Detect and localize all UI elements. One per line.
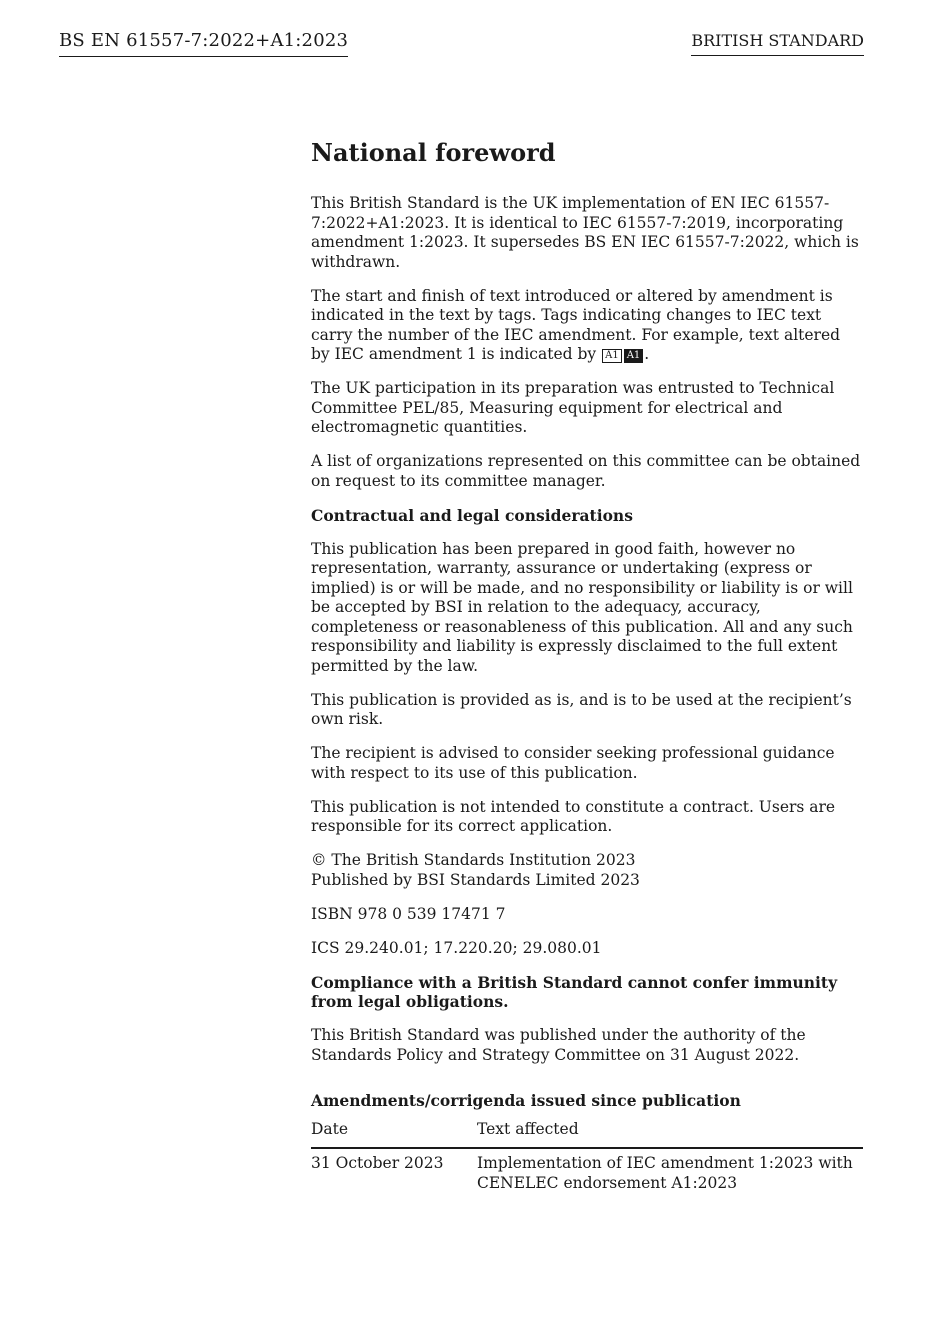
legal-heading: Contractual and legal considerations	[311, 505, 633, 525]
amendment-tags-text: The start and finish of text introduced or altered by amendment is indicated in the text by tags. Tags indicating changes to IEC text carry the number of the IEC amendment. For example, text altered by IEC amendment 1 is indicated by	[311, 286, 841, 363]
amendments-table	[311, 1119, 863, 1194]
main-column	[311, 138, 863, 1193]
compliance-statement: Compliance with a British Standard cannot confer immunity from legal obligations.	[311, 972, 838, 1011]
document-id: BS EN 61557-7:2022+A1:2023	[59, 30, 348, 57]
amendment-tags-period: .	[644, 345, 650, 363]
amendment-close-tag-icon: A1	[624, 349, 644, 363]
page-title: National foreword	[311, 138, 556, 167]
column-header-text-affected: Text affected	[477, 1119, 863, 1149]
amendment-date-cell: 31 October 2023	[311, 1154, 444, 1172]
standard-series-label: BRITISH STANDARD	[691, 31, 864, 56]
amendment-text-cell: Implementation of IEC amendment 1:2023 with CENELEC endorsement A1:2023	[477, 1154, 853, 1192]
legal-paragraph-disclaimer: This publication has been prepared in good faith, however no representation, warranty, assurance or undertaking (express or implied) is or will be made, and no responsibility or liability is or will be accepted by BSI in relation to the adequacy, accuracy, completeness or reasonableness of this publication. All and any such responsibility and liability is expressly disclaimed to the full extent permitted by the law.	[311, 539, 853, 675]
legal-paragraph-guidance: The recipient is advised to consider seeking professional guidance with respect to its use of this publication.	[311, 744, 835, 782]
foreword-paragraph-amendment-tags	[311, 287, 863, 365]
ics-line: ICS 29.240.01; 17.220.20; 29.080.01	[311, 938, 602, 957]
table-row	[311, 1148, 863, 1193]
foreword-paragraph-implementation: This British Standard is the UK implementation of EN IEC 61557-7:2022+A1:2023. It is identical to IEC 61557-7:2019, incorporating amendment 1:2023. It supersedes BS EN IEC 61557-7:2022, which is withdrawn.	[311, 194, 859, 271]
amendments-table-header	[311, 1119, 863, 1149]
publisher-line: Published by BSI Standards Limited 2023	[311, 870, 640, 889]
amendments-heading: Amendments/corrigenda issued since publication	[311, 1091, 741, 1110]
legal-paragraph-contract: This publication is not intended to constitute a contract. Users are responsible for its correct application.	[311, 797, 836, 835]
legal-paragraph-risk: This publication is provided as is, and is to be used at the recipient’s own risk.	[311, 690, 852, 728]
foreword-paragraph-committee: The UK participation in its preparation was entrusted to Technical Committee PEL/85, Measuring equipment for electrical and electromagnetic quantities.	[311, 379, 835, 436]
copyright-line: © The British Standards Institution 2023	[311, 851, 636, 869]
copyright-block	[311, 851, 863, 890]
amendment-open-tag-icon: A1	[602, 349, 622, 363]
foreword-paragraph-organizations: A list of organizations represented on this committee can be obtained on request to its committee manager.	[311, 452, 861, 490]
isbn-line: ISBN 978 0 539 17471 7	[311, 904, 506, 923]
column-header-date: Date	[311, 1119, 477, 1149]
authority-statement: This British Standard was published under the authority of the Standards Policy and Strategy Committee on 31 August 2022.	[311, 1026, 806, 1064]
